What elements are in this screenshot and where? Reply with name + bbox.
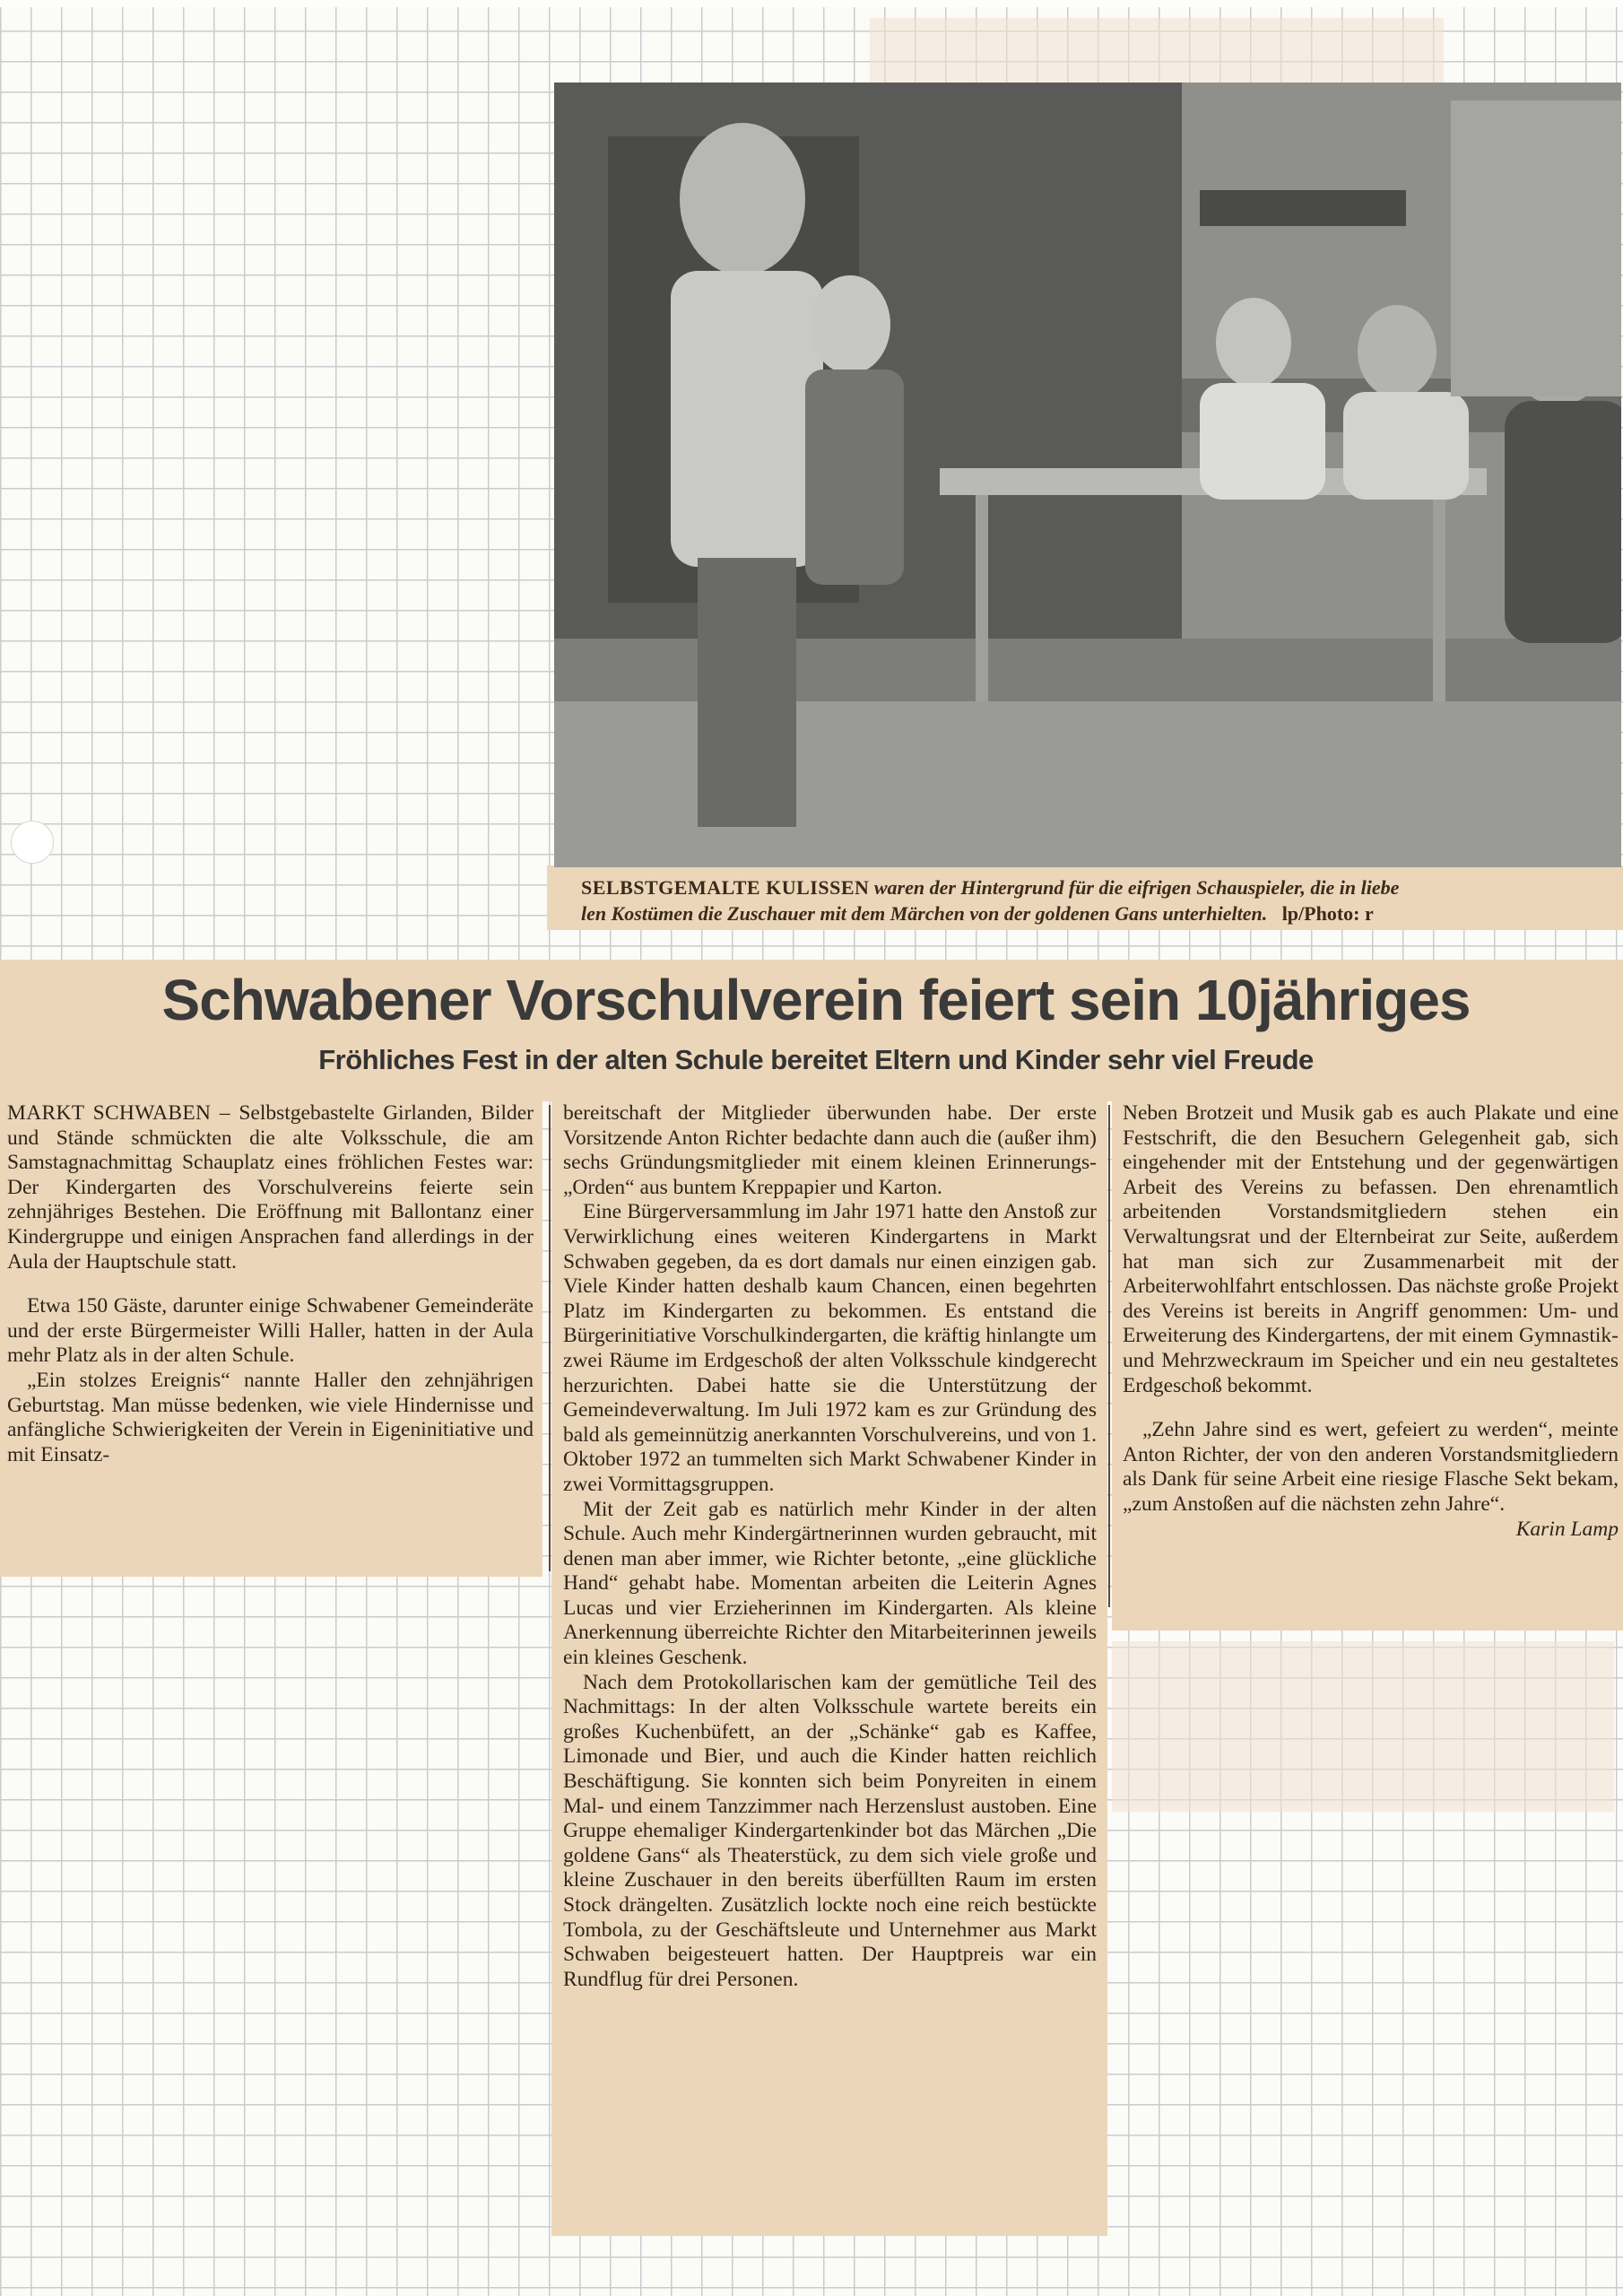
article-column-1 <box>7 1101 534 1568</box>
col2-paragraph-1: bereitschaft der Mitglieder überwunden habe. Der erste Vorsitzende Anton Richter bedachte dann auch die (außer ihm) sechs Gründungsmitglieder mit einem kleinen Erinnerungs-„Orden“ aus buntem Kreppapier und Karton. <box>563 1101 1097 1199</box>
col2-paragraph-2: Eine Bürgerversammlung im Jahr 1971 hatte den Anstoß zur Verwirklichung eines weiteren Kindergartens in Markt Schwaben gegeben, da es dort damals nur einen einzigen gab. Viele Kinder hatten deshalb kaum Chancen, einen begehrten Platz im Kindergarten zu bekommen. Es entstand die Bürgerinitiative Vorschulkindergarten, die kräftig hinlangte um zwei Räume im Erdgeschoß der alten Volksschule kindgerecht herzurichten. Dabei hatte sie die Unterstützung der Gemeindeverwaltung. Im Juli 1972 kam es zur Gründung des bald als gemeinnützig anerkannten Vorschulvereins, und von 1. Oktober 1972 an tummelten sich Markt Schwabener Kinder in zwei Vormittagsgruppen. <box>563 1200 1097 1496</box>
caption-text-2: len Kostümen die Zuschauer mit dem Märchen von der goldenen Gans unterhielten. <box>581 902 1268 925</box>
col2-paragraph-4: Nach dem Protokollarischen kam der gemütliche Teil des Nachmittags: In der alten Volksschule wartete bereits ein großes Kuchenbüfett, an der „Schänke“ gab es Kaffee, Limonade und Bier, und auch die Kinder hatten reichlich Beschäftigung. Sie konnten sich beim Ponyreiten in einem Mal- und einem Tanzzimmer nach Herzenslust austoben. Eine Gruppe ehemaliger Kindergartenkinder bot das Märchen „Die goldene Gans“ als Theaterstück, zu dem sich viele große und kleine Zuschauer in den bereits überfüllten Raum im ersten Stock drängelten. Zusätzlich lockte noch eine reich bestückte Tombola, zu der Geschäftsleute und Unternehmer aus Markt Schwaben beigesteuert hatten. Der Hauptpreis war ein Rundflug für drei Personen. <box>563 1670 1097 1991</box>
dateline: MARKT SCHWABEN – <box>7 1101 230 1125</box>
col3-paragraph-2 <box>1123 1418 1619 1541</box>
article-column-3 <box>1123 1101 1619 1604</box>
caption-line-2 <box>581 900 1621 926</box>
photo-credit: lp/Photo: r <box>1281 902 1374 925</box>
photo-caption <box>581 874 1621 926</box>
caption-line-1 <box>581 874 1621 900</box>
article-subheadline: Fröhliches Fest in der alten Schule bereitet Eltern und Kinder sehr viel Freude <box>318 1044 1314 1075</box>
col1-paragraph-1 <box>7 1101 534 1274</box>
tape-right <box>1112 1641 1614 1812</box>
column-rule-1 <box>549 1105 551 1571</box>
newspaper-photo <box>554 83 1621 867</box>
col1-p1-text: Selbstgebastelte Girlanden, Bilder und Stände schmückten die alte Volksschule, die am Samstagnachmittag Schauplatz eines fröhlichen Festes war: Der Kindergarten des Vorschulvereins feierte sein zehnjähriges Bestehen. Die Eröffnung mit Ballontanz einer Kindergruppe und einigen Ansprachen fand allerdings in der Aula der Hauptschule statt. <box>7 1101 534 1274</box>
caption-text-1: waren der Hintergrund für die eifrigen Schauspieler, die in liebe <box>873 876 1400 899</box>
col1-paragraph-2: Etwa 150 Gäste, darunter einige Schwabener Gemeinderäte und der erste Bürgermeister Willi Haller, hatten in der Aula mehr Platz als in der alten Schule. <box>7 1294 534 1368</box>
article-column-2 <box>563 1101 1097 2227</box>
col2-paragraph-3: Mit der Zeit gab es natürlich mehr Kinder in der alten Schule. Auch mehr Kindergärtnerinnen wurden gebraucht, mit denen man aber immer, wie Richter betonte, „eine glückliche Hand“ gehabt habe. Momentan arbeiten die Leiterin Agnes Lucas und vier Erzieherinnen im Kindergarten. Als kleine Anerkennung überreichte Richter den Mitarbeiterinnen jeweils ein kleines Geschenk. <box>563 1497 1097 1670</box>
col3-paragraph-1: Neben Brotzeit und Musik gab es auch Plakate und eine Festschrift, die den Besuchern Gelegenheit gab, sich eingehender mit der Entstehung und der gegenwärtigen Arbeit des Vereins zu befassen. Den ehrenamtlich arbeitenden Vorstandsmitgliedern stehen ein Verwaltungsrat und der Elternbeirat zur Seite, außerdem hat man sich zur Zusammenarbeit mit der Arbeiterwohlfahrt entschlossen. Das nächste große Projekt des Vereins ist bereits in Angriff genommen: Um- und Erweiterung des Kindergartens, der mit einem Gymnastik- und Mehrzweckraum im Speicher und ein neu gestaltetes Erdgeschoß bekommt. <box>1123 1101 1619 1397</box>
punch-hole-top <box>11 821 54 864</box>
article-headline: Schwabener Vorschulverein feiert sein 10jähriges <box>161 968 1471 1032</box>
caption-lead: SELBSTGEMALTE KULISSEN <box>581 876 870 899</box>
tape-top <box>870 18 1444 90</box>
col1-paragraph-3: „Ein stolzes Ereignis“ nannte Haller den zehnjährigen Geburtstag. Man müsse bedenken, wie viele Hindernisse und anfängliche Schwierigkeiten der Verein in Eigeninitiative und mit Einsatz- <box>7 1368 534 1466</box>
paper-top-margin <box>0 0 1623 7</box>
byline: Karin Lamp <box>1515 1517 1619 1541</box>
col3-p2-text: „Zehn Jahre sind es wert, gefeiert zu werden“, meinte Anton Richter, der von den anderen Vorstandsmitgliedern als Dank für seine Arbeit eine riesige Flasche Sekt bekam, „zum Anstoßen auf die nächsten zehn Jahre“. <box>1123 1418 1619 1516</box>
column-rule-2 <box>1108 1105 1110 1607</box>
